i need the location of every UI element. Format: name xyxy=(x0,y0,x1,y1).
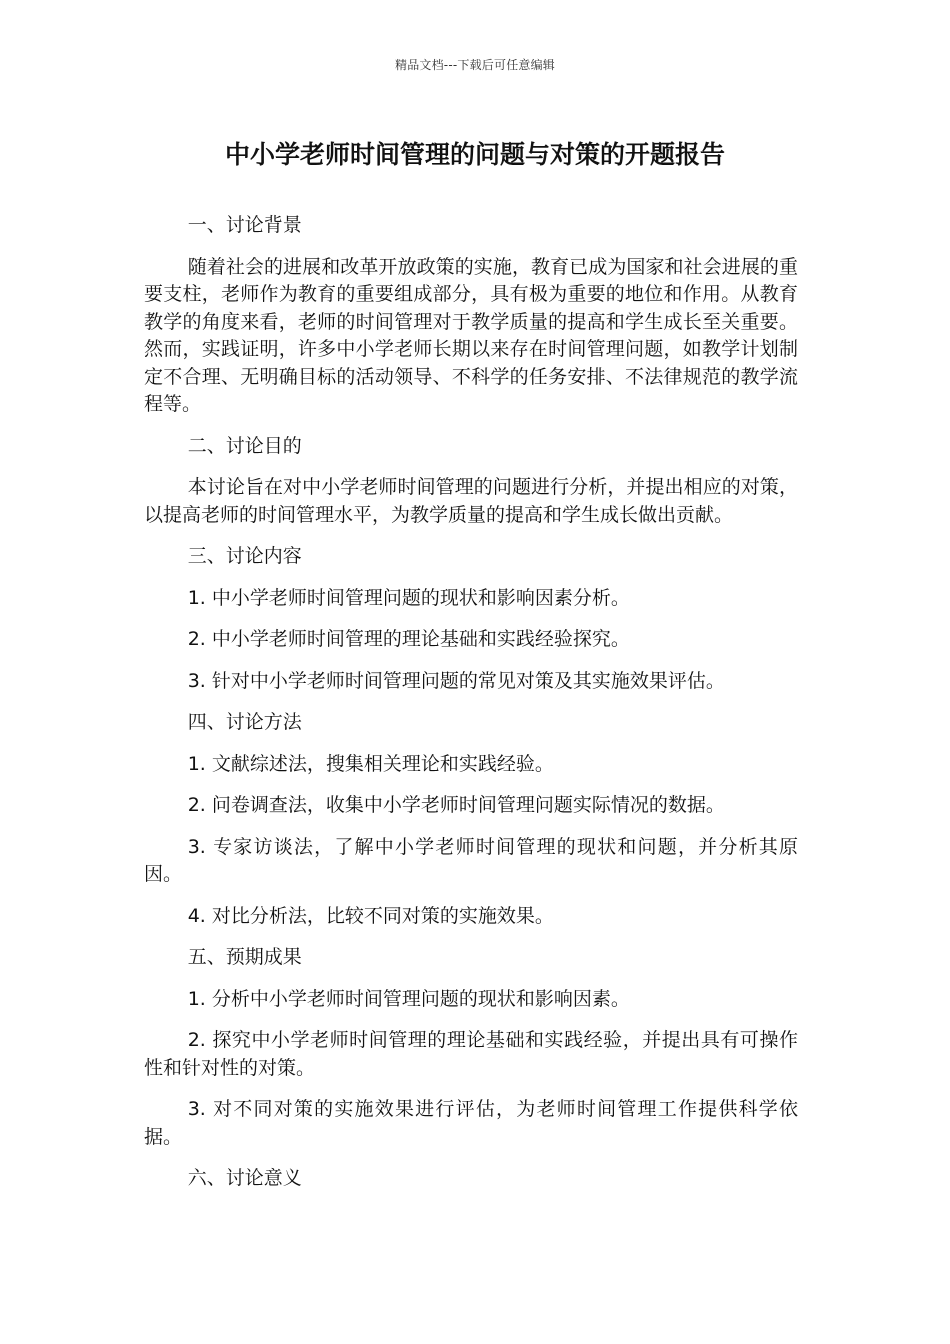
background-paragraph: 随着社会的进展和改革开放政策的实施，教育已成为国家和社会进展的重要支柱，老师作为教育的重要组成部分，具有极为重要的地位和作用。从教育教学的角度来看，老师的时间管理对于教学质量的提高和学生成长至关重要。然而，实践证明，许多中小学老师长期以来存在时间管理问题，如教学计划制定不合理、无明确目标的活动领导、不科学的任务安排、不法律规范的教学流程等。 xyxy=(144,255,798,415)
document-body xyxy=(144,212,798,1207)
section-heading-expected-results: 五、预期成果 xyxy=(187,946,302,968)
page-header-watermark: 精品文档---下载后可任意编辑 xyxy=(395,58,555,72)
purpose-paragraph: 本讨论旨在对中小学老师时间管理的问题进行分析，并提出相应的对策，以提高老师的时间管理水平，为教学质量的提高和学生成长做出贡献。 xyxy=(144,476,798,526)
section-heading-content: 三、讨论内容 xyxy=(187,545,302,567)
results-list-item: 2. 探究中小学老师时间管理的理论基础和实践经验，并提出具有可操作性和针对性的对策。 xyxy=(144,1029,798,1079)
section-heading-purpose: 二、讨论目的 xyxy=(187,434,302,457)
methods-list-item: 3. 专家访谈法，了解中小学老师时间管理的现状和问题，并分析其原因。 xyxy=(144,835,798,885)
content-list-item: 3. 针对中小学老师时间管理问题的常见对策及其实施效果评估。 xyxy=(187,669,725,692)
content-list-item: 2. 中小学老师时间管理的理论基础和实践经验探究。 xyxy=(187,628,630,650)
results-list-item: 1. 分析中小学老师时间管理问题的现状和影响因素。 xyxy=(187,987,630,1010)
section-heading-methods: 四、讨论方法 xyxy=(187,711,302,733)
document-title: 中小学老师时间管理的问题与对策的开题报告 xyxy=(224,140,725,169)
content-list-item: 1. 中小学老师时间管理问题的现状和影响因素分析。 xyxy=(187,586,630,609)
section-heading-background: 一、讨论背景 xyxy=(187,214,302,236)
methods-list-item: 4. 对比分析法，比较不同对策的实施效果。 xyxy=(187,904,554,927)
methods-list-item: 1. 文献综述法，搜集相关理论和实践经验。 xyxy=(187,752,554,775)
results-list-item: 3. 对不同对策的实施效果进行评估，为老师时间管理工作提供科学依据。 xyxy=(144,1098,798,1148)
methods-list-item: 2. 问卷调查法，收集中小学老师时间管理问题实际情况的数据。 xyxy=(187,794,725,816)
section-heading-significance: 六、讨论意义 xyxy=(187,1167,302,1189)
